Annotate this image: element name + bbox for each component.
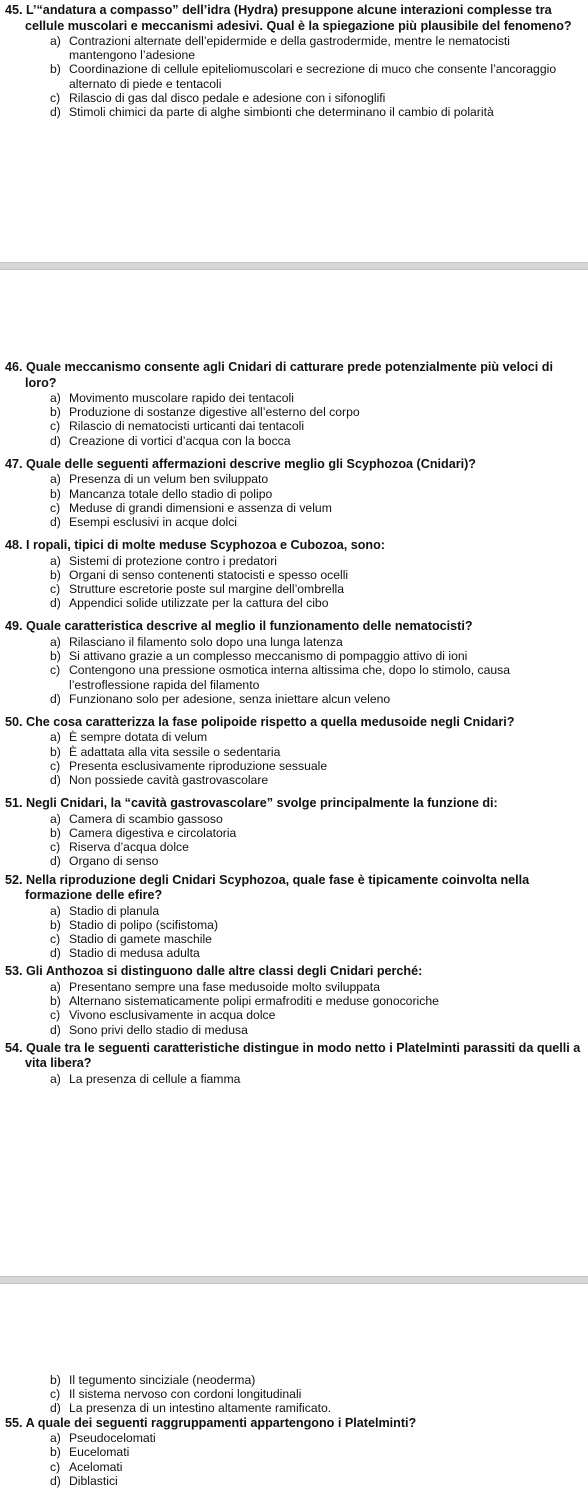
- option-d: d) La presenza di un intestino altamente ramificato.: [50, 1401, 332, 1416]
- question-body: Gli Anthozoa si distinguono dalle altre classi degli Cnidari perché:: [26, 964, 423, 979]
- question-50: [0, 715, 588, 787]
- option-c: c) Meduse di grandi dimensioni e assenza di velum: [50, 500, 332, 515]
- question-body: Quale delle seguenti affermazioni descrive meglio gli Scyphozoa (Cnidari)?: [26, 456, 476, 471]
- options-list: [0, 1431, 588, 1488]
- option-a: a) Contrazioni alternate dell’epidermide e della gastrodermide, mentre le nematocisti mantengono l’adesione: [50, 34, 511, 63]
- question-text: [0, 1416, 588, 1432]
- options-list-continued: [0, 1373, 588, 1416]
- option-b: b) Eucelomati: [50, 1445, 130, 1460]
- option-a: a) Presentano sempre una fase medusoide molto sviluppata: [50, 979, 380, 994]
- option-c: c) Strutture escretorie poste sul margine dell’ombrella: [50, 582, 345, 597]
- page-segment-1: [0, 3, 588, 119]
- options-list: [0, 635, 588, 706]
- question-body: A quale dei seguenti raggruppamenti appartengono i Platelminti?: [25, 1415, 417, 1430]
- option-a: a) Pseudocelomati: [50, 1431, 156, 1446]
- option-b: b) Mancanza totale dello stadio di polipo: [50, 486, 273, 501]
- question-46: [0, 360, 588, 448]
- question-body: Quale tra le seguenti caratteristiche distingue in modo netto i Platelminti parassiti da quelli a vita libera?: [25, 1040, 581, 1071]
- question-number: 55.: [5, 1415, 23, 1430]
- options-list: [0, 472, 588, 529]
- page-break-divider: [0, 262, 588, 270]
- question-47: [0, 457, 588, 529]
- question-45: [0, 3, 588, 119]
- option-c: c) Vivono esclusivamente in acqua dolce: [50, 1008, 276, 1023]
- options-list: [0, 1072, 588, 1086]
- option-b: b) Si attivano grazie a un complesso meccanismo di pompaggio attivo di ioni: [50, 649, 468, 664]
- option-a: a) Rilasciano il filamento solo dopo una lunga latenza: [50, 634, 343, 649]
- question-body: L’“andatura a compasso” dell’idra (Hydra) presuppone alcune interazioni complesse tra cellule muscolari e meccanismi adesivi. Qual è la spiegazione più plausibile del fenomeno?: [25, 3, 572, 33]
- option-a: a) È sempre dotata di velum: [50, 730, 208, 745]
- options-list: [0, 730, 588, 787]
- option-b: b) È adattata alla vita sessile o sedentaria: [50, 744, 281, 759]
- question-body: Quale meccanismo consente agli Cnidari di catturare prede potenzialmente più veloci di loro?: [25, 360, 553, 390]
- option-d: d) Appendici solide utilizzate per la cattura del cibo: [50, 596, 329, 611]
- question-55: [0, 1416, 588, 1488]
- page-segment-2: [0, 360, 588, 1086]
- option-a: a) Presenza di un velum ben sviluppato: [50, 472, 269, 487]
- question-body: I ropali, tipici di molte meduse Scyphozoa e Cubozoa, sono:: [26, 538, 385, 553]
- question-text: [0, 457, 588, 473]
- question-number: 46.: [5, 360, 23, 374]
- question-text: [0, 796, 588, 812]
- option-b: b) Organi di senso contenenti statocisti e spesso ocelli: [50, 567, 349, 582]
- option-c: c) Rilascio di gas dal disco pedale e adesione con i sifonoglifi: [50, 90, 386, 105]
- question-text: [0, 1041, 588, 1072]
- option-a: a) Stadio di planula: [50, 903, 160, 918]
- option-d: d) Stimoli chimici da parte di alghe simbionti che determinano il cambio di polarità: [50, 105, 494, 120]
- options-list: [0, 554, 588, 611]
- question-text: [0, 3, 588, 34]
- question-48: [0, 538, 588, 610]
- option-c: c) Acelomati: [50, 1459, 123, 1474]
- question-number: 50.: [5, 714, 23, 729]
- option-c: c) Stadio di gamete maschile: [50, 931, 212, 946]
- option-c: c) Presenta esclusivamente riproduzione sessuale: [50, 758, 328, 773]
- option-d: d) Creazione di vortici d’acqua con la bocca: [50, 433, 291, 448]
- question-number: 47.: [5, 456, 23, 471]
- options-list: [0, 391, 588, 448]
- option-b: b) Il tegumento sinciziale (neoderma): [50, 1373, 256, 1387]
- question-number: 45.: [5, 3, 23, 17]
- question-51: [0, 796, 588, 868]
- question-body: Quale caratteristica descrive al meglio il funzionamento delle nematocisti?: [26, 619, 473, 634]
- question-number: 53.: [5, 964, 23, 979]
- option-c: c) Rilascio di nematocisti urticanti dai tentacoli: [50, 419, 305, 434]
- question-number: 51.: [5, 796, 23, 811]
- option-c: c) Il sistema nervoso con cordoni longitudinali: [50, 1387, 302, 1402]
- question-52: [0, 873, 588, 961]
- question-54: [0, 1041, 588, 1086]
- options-list: [0, 980, 588, 1037]
- question-number: 52.: [5, 872, 23, 887]
- option-d: d) Esempi esclusivi in acque dolci: [50, 514, 237, 529]
- option-d: d) Organo di senso: [50, 854, 159, 869]
- option-d: d) Stadio di medusa adulta: [50, 946, 200, 961]
- options-list: [0, 34, 588, 119]
- option-c: c) Contengono una pressione osmotica interna altissima che, dopo lo stimolo, causa l’estroflessione rapida del filamento: [50, 663, 511, 692]
- options-list: [0, 904, 588, 961]
- option-a: a) La presenza di cellule a fiamma: [50, 1071, 241, 1086]
- question-body: Negli Cnidari, la “cavità gastrovascolare” svolge principalmente la funzione di:: [26, 796, 498, 811]
- option-c: c) Riserva d’acqua dolce: [50, 840, 189, 855]
- question-number: 49.: [5, 619, 23, 634]
- option-a: a) Movimento muscolare rapido dei tentacoli: [50, 391, 294, 405]
- question-text: [0, 619, 588, 635]
- page-segment-3: [0, 1373, 588, 1488]
- option-d: d) Diblastici: [50, 1473, 118, 1488]
- question-number: 54.: [5, 1040, 23, 1055]
- question-body: Che cosa caratterizza la fase polipoide rispetto a quella medusoide negli Cnidari?: [26, 714, 515, 729]
- question-text: [0, 715, 588, 731]
- question-number: 48.: [5, 538, 23, 553]
- option-b: b) Camera digestiva e circolatoria: [50, 825, 237, 840]
- option-d: d) Funzionano solo per adesione, senza iniettare alcun veleno: [50, 691, 391, 706]
- question-53: [0, 964, 588, 1036]
- option-b: b) Alternano sistematicamente polipi ermafroditi e meduse gonocoriche: [50, 994, 439, 1009]
- option-b: b) Produzione di sostanze digestive all’esterno del corpo: [50, 405, 360, 420]
- page-break-divider: [0, 1276, 588, 1284]
- question-text: [0, 538, 588, 554]
- option-b: b) Stadio di polipo (scifistoma): [50, 917, 219, 932]
- options-list: [0, 812, 588, 869]
- question-text: [0, 873, 588, 904]
- question-body: Nella riproduzione degli Cnidari Scyphozoa, quale fase è tipicamente coinvolta nella formazione delle efire?: [25, 872, 530, 903]
- question-text: [0, 964, 588, 980]
- option-d: d) Sono privi dello stadio di medusa: [50, 1022, 248, 1037]
- question-49: [0, 619, 588, 706]
- option-a: a) Camera di scambio gassoso: [50, 811, 223, 826]
- option-d: d) Non possiede cavità gastrovascolare: [50, 773, 269, 788]
- option-b: b) Coordinazione di cellule epiteliomuscolari e secrezione di muco che consente l’ancoraggio alternato di piede e tentacoli: [50, 62, 557, 91]
- question-text: [0, 360, 588, 391]
- option-a: a) Sistemi di protezione contro i predatori: [50, 553, 277, 568]
